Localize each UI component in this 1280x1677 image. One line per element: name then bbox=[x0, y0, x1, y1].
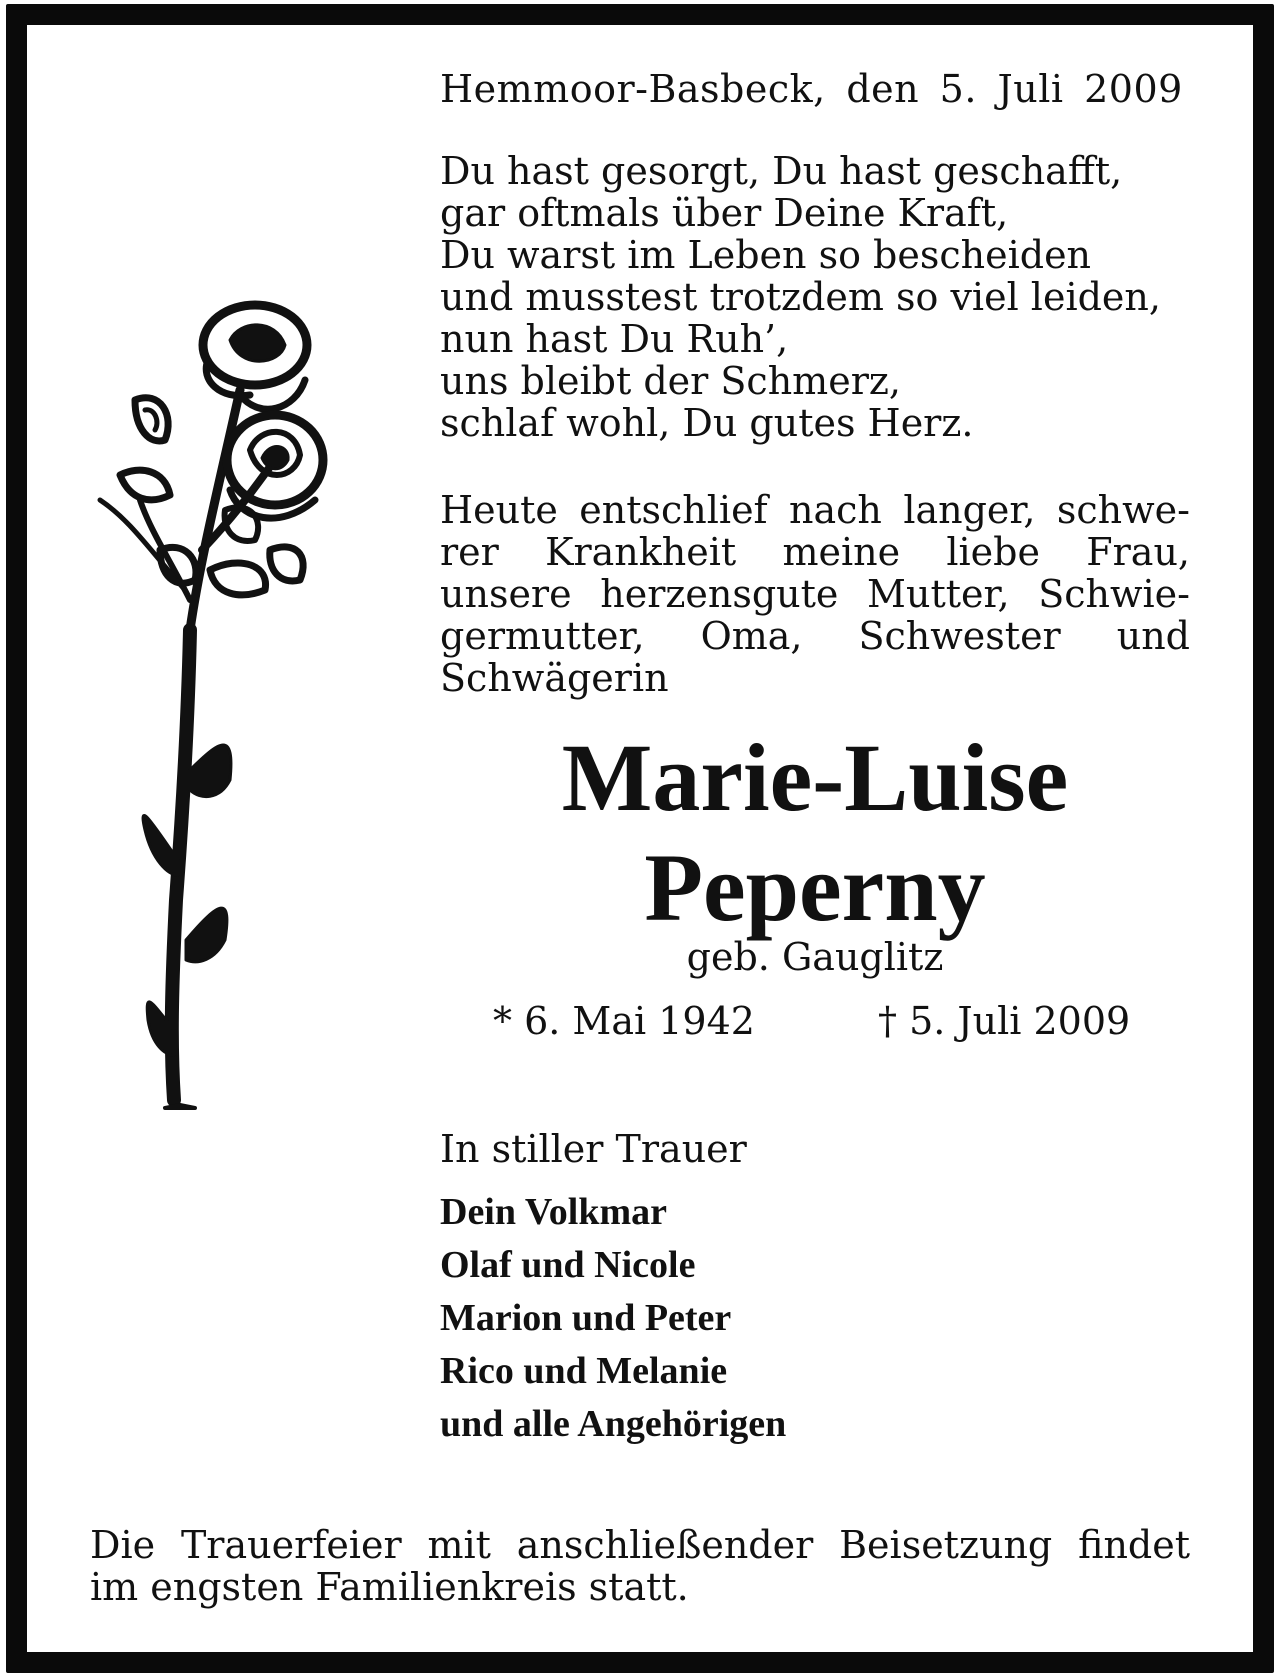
birth-name: geb. Gauglitz bbox=[686, 935, 944, 979]
mourner-name: Rico und Melanie bbox=[440, 1350, 728, 1392]
poem bbox=[440, 150, 1190, 444]
poem-line: uns bleibt der Schmerz, bbox=[440, 359, 901, 403]
notice-line: germutter, Oma, Schwester und bbox=[440, 614, 1190, 658]
mourner-name: Dein Volkmar bbox=[440, 1191, 667, 1233]
death-date: † 5. Juli 2009 bbox=[878, 999, 1131, 1043]
poem-line: schlaf wohl, Du gutes Herz. bbox=[440, 401, 974, 445]
notice-line: Heute entschlief nach langer, schwe- bbox=[440, 488, 1190, 532]
notice-line: rer Krankheit meine liebe Frau, bbox=[440, 530, 1190, 574]
mourner-name: Marion und Peter bbox=[440, 1297, 732, 1339]
mourner-name: Olaf und Nicole bbox=[440, 1244, 696, 1286]
rose-illustration bbox=[90, 300, 370, 1200]
notice-line: Schwägerin bbox=[440, 656, 669, 700]
poem-line: Du hast gesorgt, Du hast geschafft, bbox=[440, 149, 1123, 193]
funeral-service-note bbox=[90, 1524, 1190, 1608]
deceased-last-name: Peperny bbox=[644, 834, 986, 941]
mourning-label: In stiller Trauer bbox=[440, 1127, 747, 1171]
notice-line: unsere herzensgute Mutter, Schwie- bbox=[440, 572, 1190, 616]
poem-line: gar oftmals über Deine Kraft, bbox=[440, 191, 1009, 235]
service-line: Die Trauerfeier mit anschließender Beisetzung findet bbox=[90, 1523, 1190, 1567]
poem-line: Du warst im Leben so bescheiden bbox=[440, 233, 1092, 277]
death-notice-text bbox=[440, 489, 1190, 699]
deceased-first-name: Marie-Luise bbox=[561, 724, 1069, 831]
poem-line: nun hast Du Ruh’, bbox=[440, 317, 789, 361]
service-line: im engsten Familienkreis statt. bbox=[90, 1565, 689, 1609]
mourner-name: und alle Angehörigen bbox=[440, 1403, 787, 1445]
birth-date: * 6. Mai 1942 bbox=[493, 999, 755, 1043]
place-and-date: Hemmoor-Basbeck, den 5. Juli 2009 bbox=[440, 67, 1183, 111]
poem-line: und musstest trotzdem so viel leiden, bbox=[440, 275, 1161, 319]
mourners-list bbox=[440, 1186, 1190, 1451]
